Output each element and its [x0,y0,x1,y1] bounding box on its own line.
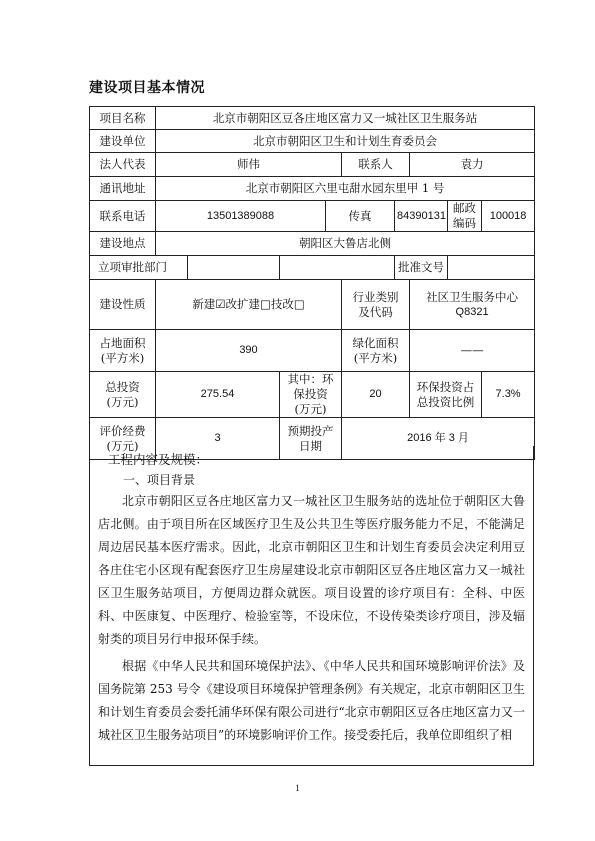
fax-label: 传真 [326,201,395,232]
green-value: —— [410,330,535,372]
paragraph-regulations: 根据《中华人民共和国环境保护法》、《中华人民共和国环境影响评价法》及国务院第 253 号令《建设项目环境保护管理条例》有关规定，北京市朝阳区卫生和计划生育委员会委托浦华环保有限公司进行“北京市朝阳区豆各庄地区富力又一城社区卫生服务站项目”的环境影响评价工作。接受委托后，我单位即组织了相 [98,659,525,742]
green-label-line2: (平方米) [353,350,398,365]
fee-label-line1: 评价经费 [99,423,146,438]
postcode-label: 邮政编码 [448,201,482,232]
industry-label [342,280,410,330]
invest-label [90,372,156,418]
address-value: 北京市朝阳区六里屯甜水园东里甲 1 号 [156,177,535,201]
row-nature [90,280,535,330]
project-info-table [89,106,535,460]
row-investment [90,372,535,418]
row-phone [90,201,535,232]
date-value: 2016 年 3 月 [342,418,535,460]
fee-label-line2: (万元) [106,438,139,453]
invest-label-line2: (万元) [106,394,139,409]
industry-label-line2: 及代码 [358,304,393,319]
industry-code: Q8321 [455,305,489,318]
section-heading-background: 一、项目背景 [123,473,196,487]
content-heading: 工程内容及规模： [108,452,209,467]
postcode-value: 100018 [482,201,535,232]
site-label: 建设地点 [90,232,156,256]
industry-label-line1: 行业类别 [352,289,399,304]
builder-label: 建设单位 [90,130,156,153]
green-label-line1: 绿化面积 [352,335,399,350]
legal-rep-value: 师伟 [156,153,342,177]
contact-value: 袁力 [410,153,535,177]
project-name-value: 北京市朝阳区豆各庄地区富力又一城社区卫生服务站 [156,107,535,130]
row-address [90,177,535,201]
ratio-label-line2: 总投资比例 [416,394,475,409]
industry-value [410,280,535,330]
row-approval [90,256,535,280]
fax-value: 84390131 [395,201,448,232]
project-content-section [89,446,534,766]
paragraph-background: 北京市朝阳区豆各庄地区富力又一城社区卫生服务站的选址位于朝阳区大鲁店北侧。由于项目所在区域医疗卫生及公共卫生等医疗服务能力不足，不能满足周边居民基本医疗需求。因此，北京市朝阳区卫生和计划生育委员会决定利用豆各庄住宅小区现有配套医疗卫生房屋建设北京市朝阳区豆各庄地区富力又一城社区卫生服务站项目，方便周边群众就医。项目设置的诊疗项目有：全科、中医科、中医康复、中医理疗、检验室等，不设床位，不设传染类诊疗项目，涉及辐射类的项目另行申报环保手续。 [98,494,525,646]
row-site [90,232,535,256]
row-builder [90,130,535,153]
page-number: 1 [295,783,300,793]
fee-value: 3 [156,418,280,460]
env-invest-label [280,372,342,418]
row-legal-rep [90,153,535,177]
green-label [342,330,410,372]
env-invest-label-line1: 其中：环保投资 [287,372,334,401]
env-invest-value: 20 [342,372,410,418]
area-label-line1: 占地面积 [99,335,146,350]
nature-value: 新建☑改扩建□技改□ [156,280,342,330]
row-project-name [90,107,535,130]
ratio-label [410,372,482,418]
project-name-label: 项目名称 [90,107,156,130]
contact-label: 联系人 [342,153,410,177]
invest-label-line1: 总投资 [105,379,140,394]
date-label: 预期投产日期 [280,418,342,460]
area-value: 390 [156,330,342,372]
ratio-value: 7.3% [482,372,535,418]
env-invest-label-line2: (万元) [294,402,327,416]
invest-value: 275.54 [156,372,280,418]
legal-rep-label: 法人代表 [90,153,156,177]
site-value: 朝阳区大鲁店北侧 [156,232,535,256]
phone-label: 联系电话 [90,201,156,232]
page-title: 建设项目基本情况 [89,80,205,96]
address-label: 通讯地址 [90,177,156,201]
approval-dept-label: 立项审批部门 [90,256,188,280]
area-label-line2: (平方米) [100,350,145,365]
approval-dept-value [188,256,280,280]
phone-value: 13501389088 [156,201,326,232]
row-area [90,330,535,372]
approval-no-filler [280,256,395,280]
area-label [90,330,156,372]
nature-label: 建设性质 [90,280,156,330]
approval-no-value [448,256,535,280]
ratio-label-line1: 环保投资占 [416,379,475,394]
builder-value: 北京市朝阳区卫生和计划生育委员会 [156,130,535,153]
industry-value-line1: 社区卫生服务中心 [426,289,519,304]
approval-no-label: 批准文号 [395,256,448,280]
